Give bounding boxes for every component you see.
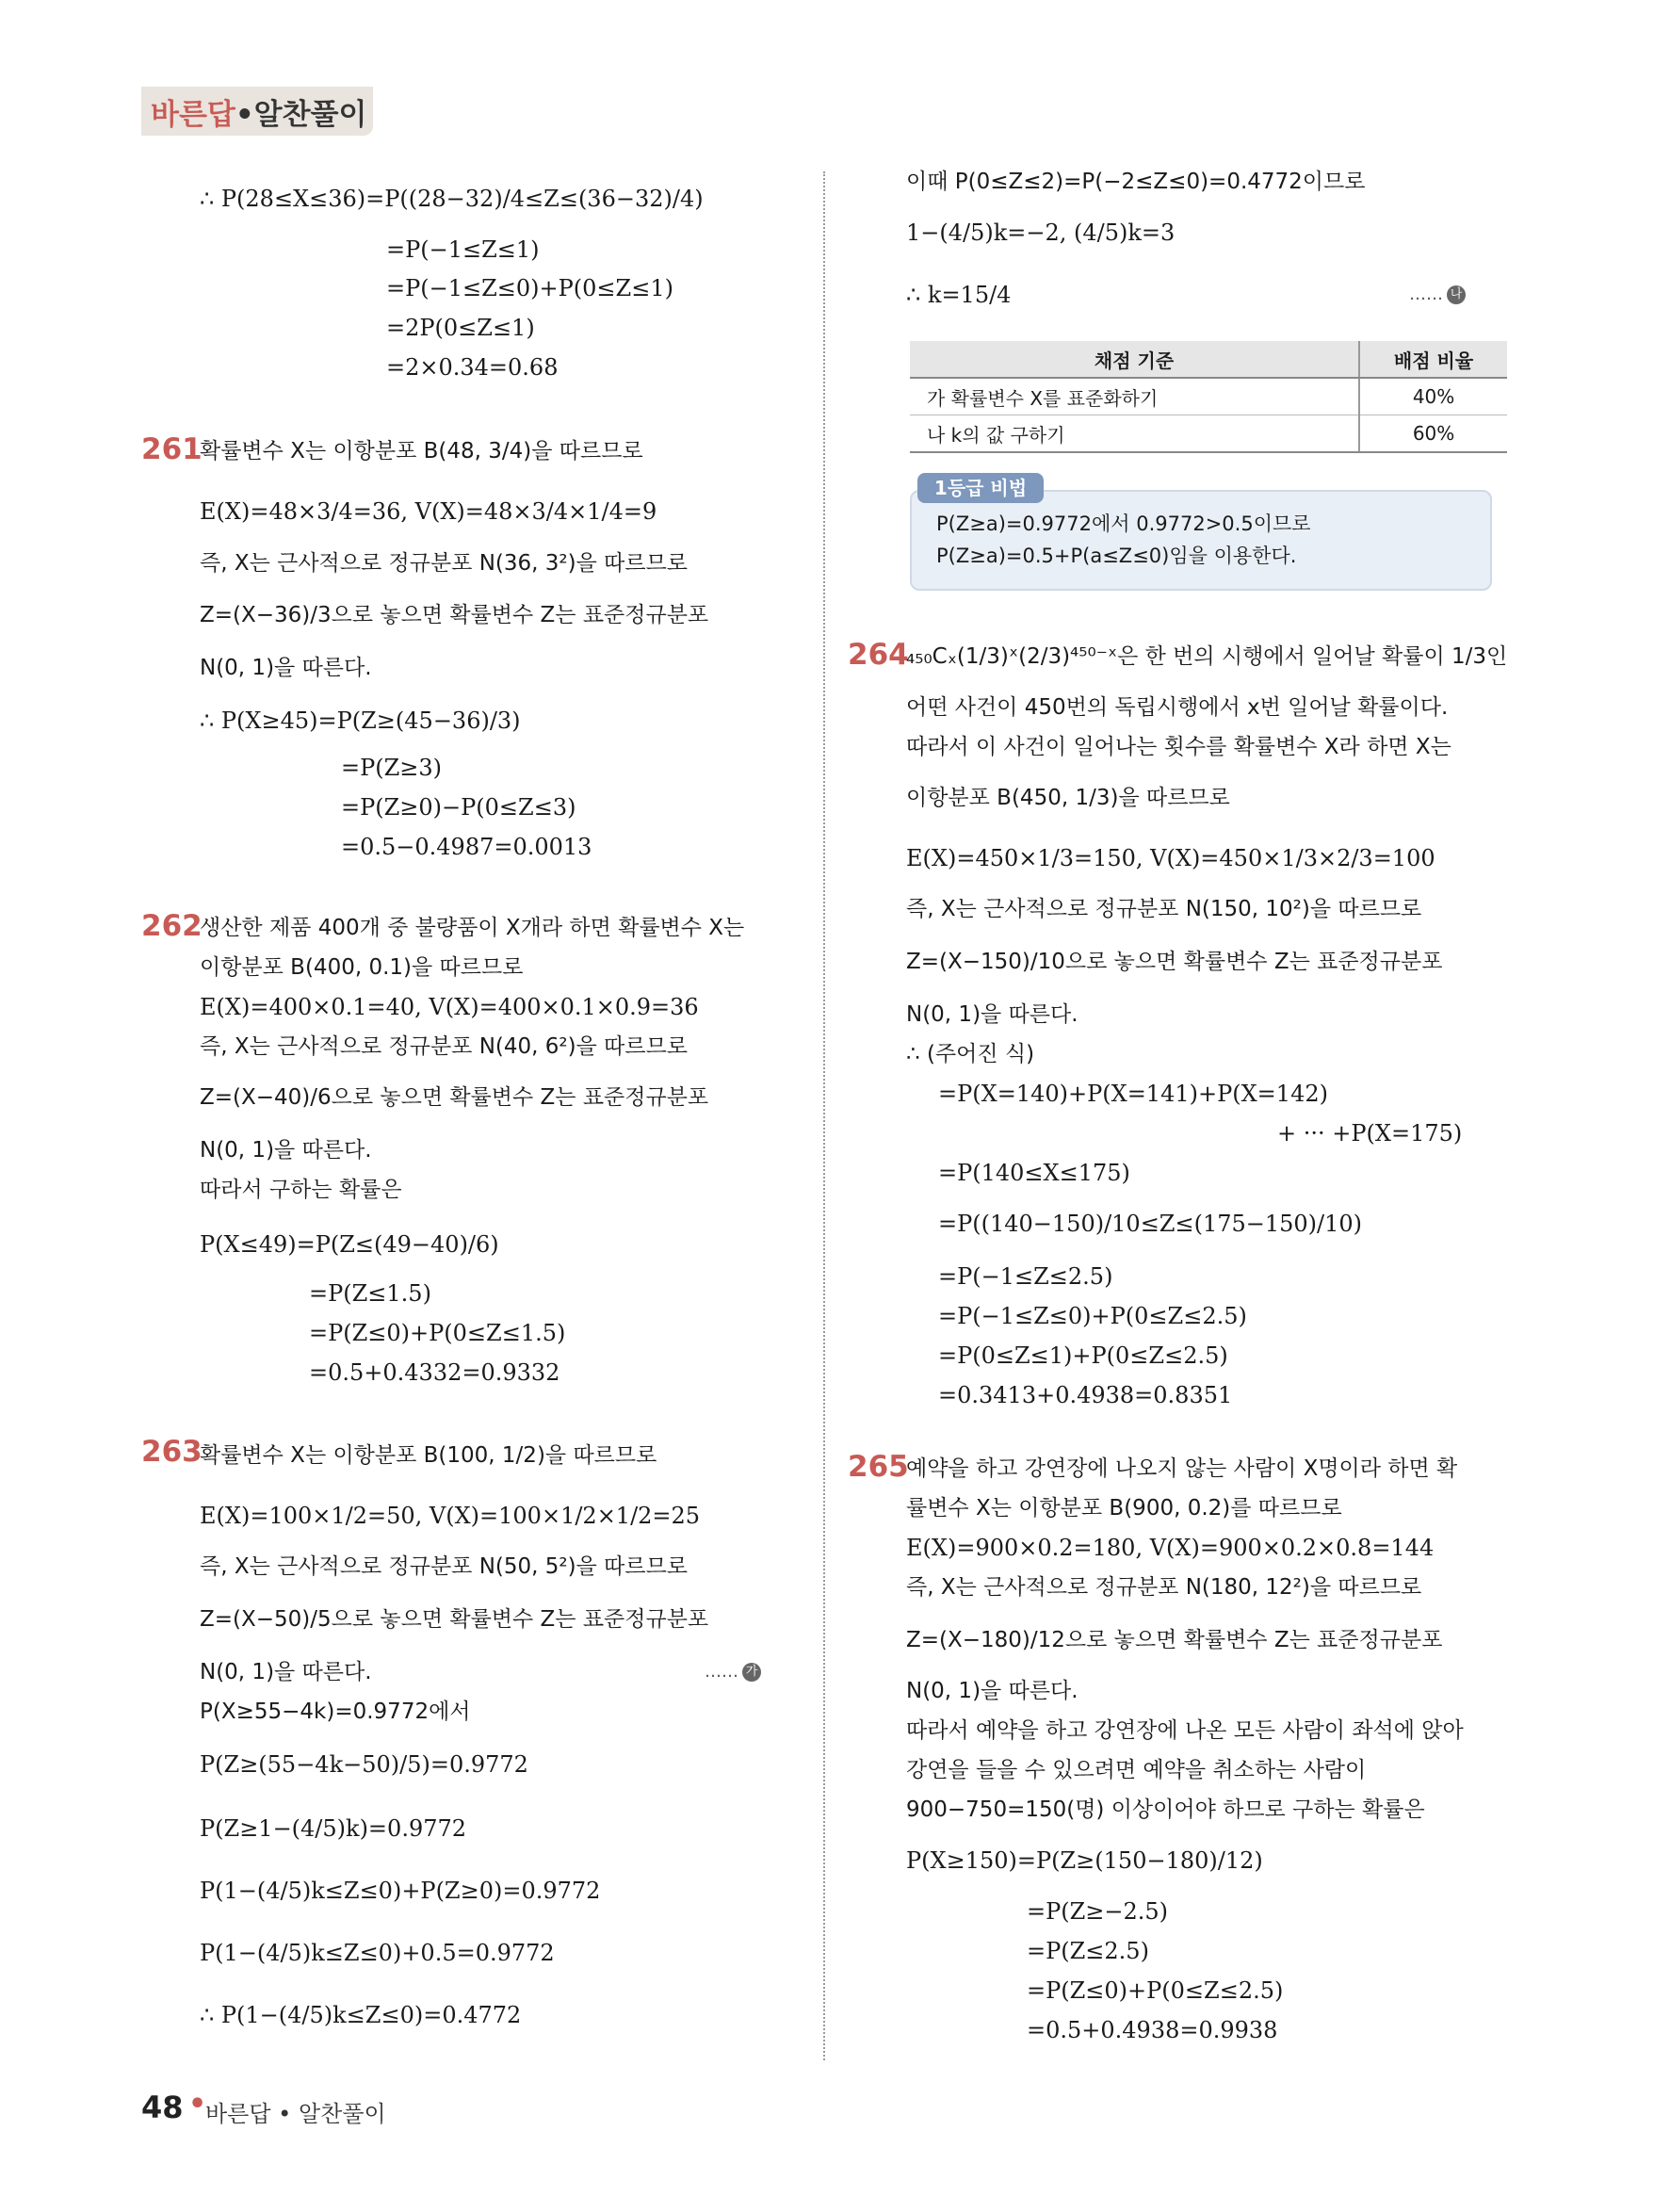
- problem-number: 262: [141, 909, 203, 943]
- grading-criteria: 가 확률변수 X를 표준화하기: [910, 378, 1359, 415]
- tip-line: P(Z≥a)=0.9772에서 0.9772>0.5이므로: [936, 512, 1311, 535]
- problem-number: 265: [848, 1450, 909, 1484]
- grading-row: [910, 415, 1507, 453]
- solution-line: P(X≥55−4k)=0.9772에서: [200, 1700, 471, 1724]
- grading-row: [910, 378, 1507, 415]
- solution-line: =P(−1≤Z≤0)+P(0≤Z≤2.5): [938, 1303, 1247, 1329]
- solution-line: =P(X=140)+P(X=141)+P(X=142): [938, 1081, 1328, 1107]
- marker-a-icon: 가: [742, 1663, 761, 1682]
- solution-line: =0.3413+0.4938=0.8351: [938, 1382, 1233, 1408]
- solution-line: =0.5+0.4938=0.9938: [1027, 2017, 1278, 2043]
- solution-line: =0.5+0.4332=0.9332: [309, 1359, 560, 1386]
- solution-line: 따라서 구하는 확률은: [200, 1178, 402, 1202]
- tip-label: 1등급 비법: [917, 473, 1044, 503]
- solution-line: =P(Z≤0)+P(0≤Z≤1.5): [309, 1320, 566, 1346]
- solution-line: =P(Z≤0)+P(0≤Z≤2.5): [1027, 1977, 1284, 2004]
- solution-line: 1−(4/5)k=−2, (4/5)k=3: [906, 220, 1176, 246]
- solution-line: N(0, 1)을 따른다.: [906, 1002, 1078, 1027]
- solution-line: P(1−(4/5)k≤Z≤0)+0.5=0.9772: [200, 1940, 555, 1966]
- solution-line: Z=(X−150)/10으로 놓으면 확률변수 Z는 표준정규분포: [906, 950, 1443, 974]
- solution-line: E(X)=48×3/4=36, V(X)=48×3/4×1/4=9: [200, 498, 657, 525]
- solution-line: 이때 P(0≤Z≤2)=P(−2≤Z≤0)=0.4772이므로: [906, 170, 1366, 194]
- solution-line: ∴ (주어진 식): [906, 1042, 1035, 1066]
- footer-bullet-icon: •: [188, 2088, 207, 2121]
- solution-line: E(X)=900×0.2=180, V(X)=900×0.2×0.8=144: [906, 1535, 1435, 1561]
- solution-line: =P(Z≥−2.5): [1027, 1898, 1169, 1925]
- problem-number: 261: [141, 432, 203, 466]
- solution-line: =P(−1≤Z≤1): [386, 236, 540, 263]
- solution-line: 이항분포 B(450, 1/3)을 따르므로: [906, 786, 1230, 810]
- grading-header-ratio: 배점 비율: [1359, 341, 1507, 378]
- solution-line: 생산한 제품 400개 중 불량품이 X개라 하면 확률변수 X는: [200, 916, 745, 940]
- grading-criteria: 나 k의 값 구하기: [910, 415, 1359, 453]
- solution-line: Z=(X−180)/12으로 놓으면 확률변수 Z는 표준정규분포: [906, 1628, 1443, 1652]
- solution-line: =P(0≤Z≤1)+P(0≤Z≤2.5): [938, 1342, 1228, 1369]
- grading-header-row: [910, 341, 1507, 378]
- solution-line: 즉, X는 근사적으로 정규분포 N(180, 12²)을 따르므로: [906, 1575, 1422, 1600]
- solution-line: 즉, X는 근사적으로 정규분포 N(150, 10²)을 따르므로: [906, 897, 1422, 921]
- solution-line: =P(−1≤Z≤2.5): [938, 1263, 1113, 1290]
- solution-line: E(X)=400×0.1=40, V(X)=400×0.1×0.9=36: [200, 994, 699, 1020]
- solution-line: =0.5−0.4987=0.0013: [341, 834, 592, 860]
- header-title: 바른답•알찬풀이: [151, 98, 367, 132]
- solution-line: ₄₅₀Cₓ(1/3)ˣ(2/3)⁴⁵⁰⁻ˣ은 한 번의 시행에서 일어날 확률이 1/3인: [906, 644, 1508, 669]
- problem-number: 263: [141, 1435, 203, 1469]
- solution-line: =P(Z≥0)−P(0≤Z≤3): [341, 794, 576, 821]
- solution-line: N(0, 1)을 따른다.: [200, 1138, 372, 1163]
- solution-line: 확률변수 X는 이항분포 B(48, 3/4)을 따르므로: [200, 439, 643, 464]
- solution-line: N(0, 1)을 따른다.: [906, 1679, 1078, 1703]
- grading-ratio: 40%: [1359, 378, 1507, 415]
- solution-line: 즉, X는 근사적으로 정규분포 N(40, 6²)을 따르므로: [200, 1034, 689, 1059]
- solution-line: E(X)=100×1/2=50, V(X)=100×1/2×1/2=25: [200, 1503, 701, 1529]
- grading-table: [910, 341, 1507, 453]
- solution-line: 즉, X는 근사적으로 정규분포 N(50, 5²)을 따르므로: [200, 1554, 689, 1579]
- solution-line: Z=(X−40)/6으로 놓으면 확률변수 Z는 표준정규분포: [200, 1085, 709, 1110]
- solution-line: =P((140−150)/10≤Z≤(175−150)/10): [938, 1211, 1363, 1237]
- solution-line: P(Z≥(55−4k−50)/5)=0.9772: [200, 1751, 528, 1778]
- footer-label: 바른답 • 알찬풀이: [205, 2101, 386, 2127]
- solution-line: 900−750=150(명) 이상이어야 하므로 구하는 확률은: [906, 1797, 1425, 1822]
- solution-line: =P(−1≤Z≤0)+P(0≤Z≤1): [386, 275, 673, 301]
- solution-line: P(Z≥1−(4/5)k)=0.9772: [200, 1815, 467, 1842]
- solution-line: Z=(X−36)/3으로 놓으면 확률변수 Z는 표준정규분포: [200, 603, 709, 627]
- solution-line: =2P(0≤Z≤1): [386, 315, 535, 341]
- solution-line: =P(Z≥3): [341, 755, 443, 781]
- solution-line: ∴ P(28≤X≤36)=P((28−32)/4≤Z≤(36−32)/4): [200, 186, 704, 212]
- marker-b-icon: 나: [1447, 285, 1466, 304]
- solution-line: P(X≤49)=P(Z≤(49−40)/6): [200, 1231, 499, 1258]
- solution-line: =2×0.34=0.68: [386, 354, 559, 381]
- tip-line: P(Z≥a)=0.5+P(a≤Z≤0)임을 이용한다.: [936, 545, 1297, 567]
- solution-line: 어떤 사건이 450번의 독립시행에서 x번 일어날 확률이다.: [906, 695, 1449, 720]
- solution-line: ∴ P(X≥45)=P(Z≥(45−36)/3): [200, 708, 521, 734]
- grading-ratio: 60%: [1359, 415, 1507, 453]
- solution-line: ∴ P(1−(4/5)k≤Z≤0)=0.4772: [200, 2002, 522, 2028]
- solution-line: =P(Z≤1.5): [309, 1280, 431, 1307]
- solution-line: ∴ k=15/4: [906, 282, 1012, 308]
- solution-line: =P(Z≤2.5): [1027, 1938, 1149, 1964]
- solution-line: 강연을 들을 수 있으려면 예약을 취소하는 사람이: [906, 1758, 1367, 1782]
- solution-line: 따라서 예약을 하고 강연장에 나온 모든 사람이 좌석에 앉아: [906, 1718, 1464, 1743]
- solution-line: =P(140≤X≤175): [938, 1160, 1130, 1186]
- solution-line: N(0, 1)을 따른다.: [200, 1660, 372, 1684]
- solution-line: 이항분포 B(400, 0.1)을 따르므로: [200, 955, 524, 980]
- step-marker-a: …… 가: [705, 1662, 761, 1682]
- solution-line: P(X≥150)=P(Z≥(150−180)/12): [906, 1847, 1263, 1874]
- solution-line: E(X)=450×1/3=150, V(X)=450×1/3×2/3=100: [906, 845, 1435, 871]
- problem-number: 264: [848, 638, 909, 672]
- solution-line: 률변수 X는 이항분포 B(900, 0.2)를 따르므로: [906, 1496, 1342, 1521]
- solution-line: 즉, X는 근사적으로 정규분포 N(36, 3²)을 따르므로: [200, 551, 689, 576]
- solution-line: 따라서 이 사건이 일어나는 횟수를 확률변수 X라 하면 X는: [906, 735, 1451, 759]
- page-number: 48: [141, 2090, 184, 2125]
- grading-header-criteria: 채점 기준: [910, 341, 1359, 378]
- step-marker-b: …… 나: [1409, 285, 1466, 304]
- solution-line: 예약을 하고 강연장에 나오지 않는 사람이 X명이라 하면 확: [906, 1456, 1458, 1481]
- solution-line: 확률변수 X는 이항분포 B(100, 1/2)을 따르므로: [200, 1443, 657, 1468]
- solution-line: Z=(X−50)/5으로 놓으면 확률변수 Z는 표준정규분포: [200, 1607, 709, 1632]
- solution-line: + ··· +P(X=175): [1277, 1120, 1463, 1147]
- solution-line: P(1−(4/5)k≤Z≤0)+P(Z≥0)=0.9772: [200, 1878, 601, 1904]
- solution-line: N(0, 1)을 따른다.: [200, 656, 372, 680]
- column-divider: [823, 171, 825, 2060]
